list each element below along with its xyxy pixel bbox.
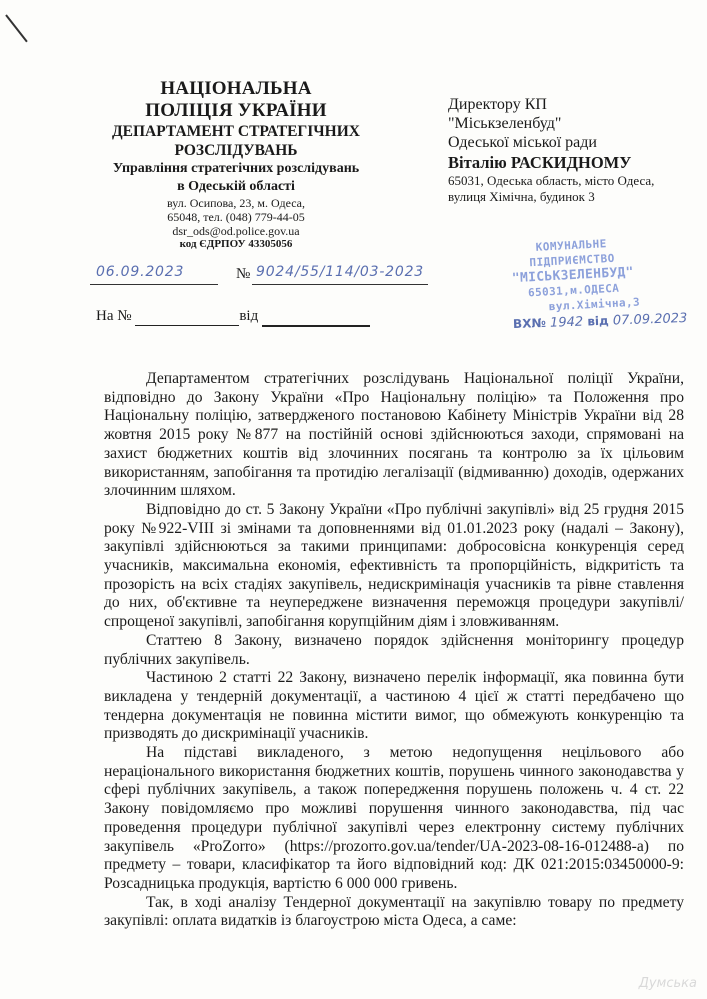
reply-date-label: від <box>239 308 259 324</box>
recipient-address-line1: 65031, Одеська область, місто Одеса, <box>448 173 655 188</box>
sender-block <box>70 78 402 251</box>
body-paragraph-1: Департаментом стратегічних розслідувань Національної поліції України, відповідно до Закону України «Про Національну поліцію» та Положення про Національну поліцію, затвердженого постановою Кабінету Міністрів України від 28 жовтня 2015 року №877 на постійній основі здійснюються заходи, спрямовані на захист бюджетних коштів від злочинних посягань та контролю за їх цільовим використанням, запобігання та протидію легалізації (відмиванню) доходів, одержаних злочинним шляхом. <box>104 370 684 500</box>
reply-number-blank <box>135 308 239 326</box>
incoming-number-label: ВХ№ <box>512 315 547 332</box>
outgoing-number: 9024/55/114/03-2023 <box>256 264 425 280</box>
recipient-name: Віталію РАСКИДНОМУ <box>448 153 632 172</box>
body-paragraph-3: Статтею 8 Закону, визначено порядок здійснення моніторингу процедур публічних закупівель. <box>104 631 684 668</box>
sender-email: dsr_ods@od.police.gov.ua <box>172 224 300 238</box>
stamp-line4: 65031,м.ОДЕСА <box>527 281 620 300</box>
pen-stroke-mark <box>5 14 28 42</box>
recipient-line2: "Міськзеленбуд" <box>448 115 562 132</box>
incoming-date-label: від <box>587 313 609 329</box>
recipient-line3: Одеської міської ради <box>448 134 597 151</box>
sender-address-line1: вул. Осипова, 23, м. Одеса, <box>166 196 306 210</box>
sender-unit-line2: в Одеській області <box>177 179 295 194</box>
recipient-block <box>448 95 698 205</box>
sender-dept-line2: РОЗСЛІДУВАНЬ <box>174 142 298 159</box>
sender-edrpou-code: код ЄДРПОУ 43305056 <box>179 238 293 250</box>
reply-date-blank <box>262 308 370 327</box>
body-paragraph-2: Відповідно до ст. 5 Закону України «Про публічні закупівлі» від 25 грудня 2015 року №922-VIII зі змінами та доповненнями від 01.01.2023 року (надалі – Закону), закупівлі здійснюються за такими принципами: добросовісна конкуренція серед учасників, максимальна економія, ефективність та пропорційність, відкритість та прозорість на всіх стадіях закупівель, недискримінація учасників та рівне ставлення до них, об'єктивне та неупереджене визначення переможця процедури закупівлі/спрощеної закупівлі, запобігання корупційним діям і зловживанням. <box>104 500 684 631</box>
reply-number-label: На № <box>96 308 132 324</box>
sender-org-line1: НАЦІОНАЛЬНА <box>160 78 312 99</box>
body-paragraph-5: На підставі викладеного, з метою недопущення нецільового або нераціонального використання бюджетних коштів, порушень чинного законодавства у сфері публічних закупівель, а також попередження порушень положень ч. 4 ст. 22 Закону повідомляємо про можливі порушення чинного законодавства, під час проведення процедури публічної закупівлі через електронну систему публічних закупівель «ProZorro» (https://prozorro.gov.ua/tender/UA-2023-08-16-012488-a) по предмету – товари, класифікатор та його відповідний код: ДК 021:2015:03450000-9: Розсадницька продукція, вартістю 6 000 000 гривень. <box>104 744 684 892</box>
sender-org-line2: ПОЛІЦІЯ УКРАЇНИ <box>145 100 327 121</box>
stamp-line1: КОМУНАЛЬНЕ <box>535 237 608 254</box>
sender-dept-line1: ДЕПАРТАМЕНТ СТРАТЕГІЧНИХ <box>111 123 360 140</box>
incoming-date: 07.09.2023 <box>612 310 688 329</box>
stamp-line5: вул.Хімічна,3 <box>548 295 641 314</box>
incoming-stamp <box>474 233 672 323</box>
body-paragraph-6: Так, в ході аналізу Тендерної документації на закупівлю товару по предмету закупівлі: оплата видатків із благоустрою міста Одеса, а саме: <box>104 893 684 930</box>
sender-address-line2: 65048, тел. (048) 779-44-05 <box>167 210 305 224</box>
stamp-line3: "МІСЬКЗЕЛЕНБУД" <box>511 264 635 287</box>
recipient-address-line2: вулиця Хімічна, будинок 3 <box>448 189 595 204</box>
sender-unit-line1: Управління стратегічних розслідувань <box>112 161 360 176</box>
recipient-line1: Директору КП <box>448 96 547 113</box>
source-watermark: Думська <box>638 976 697 991</box>
number-underline <box>252 284 428 285</box>
outgoing-number-label: № <box>236 266 251 282</box>
body-paragraph-4: Частиною 2 статті 22 Закону, визначено перелік інформації, яка повинна бути викладена у тендерній документації, а частиною 4 цієї ж статті передбачено що тендерна документація не повинна містити вимог, що обмежують конкуренцію та призводять до дискримінації учасників. <box>104 669 684 743</box>
outgoing-date: 06.09.2023 <box>96 264 185 280</box>
stamp-line2: ПІДПРИЄМСТВО <box>529 251 616 270</box>
letter-body <box>104 370 684 931</box>
incoming-number: 1942 <box>549 314 584 331</box>
date-underline <box>90 284 218 285</box>
reply-reference-line <box>96 308 370 327</box>
